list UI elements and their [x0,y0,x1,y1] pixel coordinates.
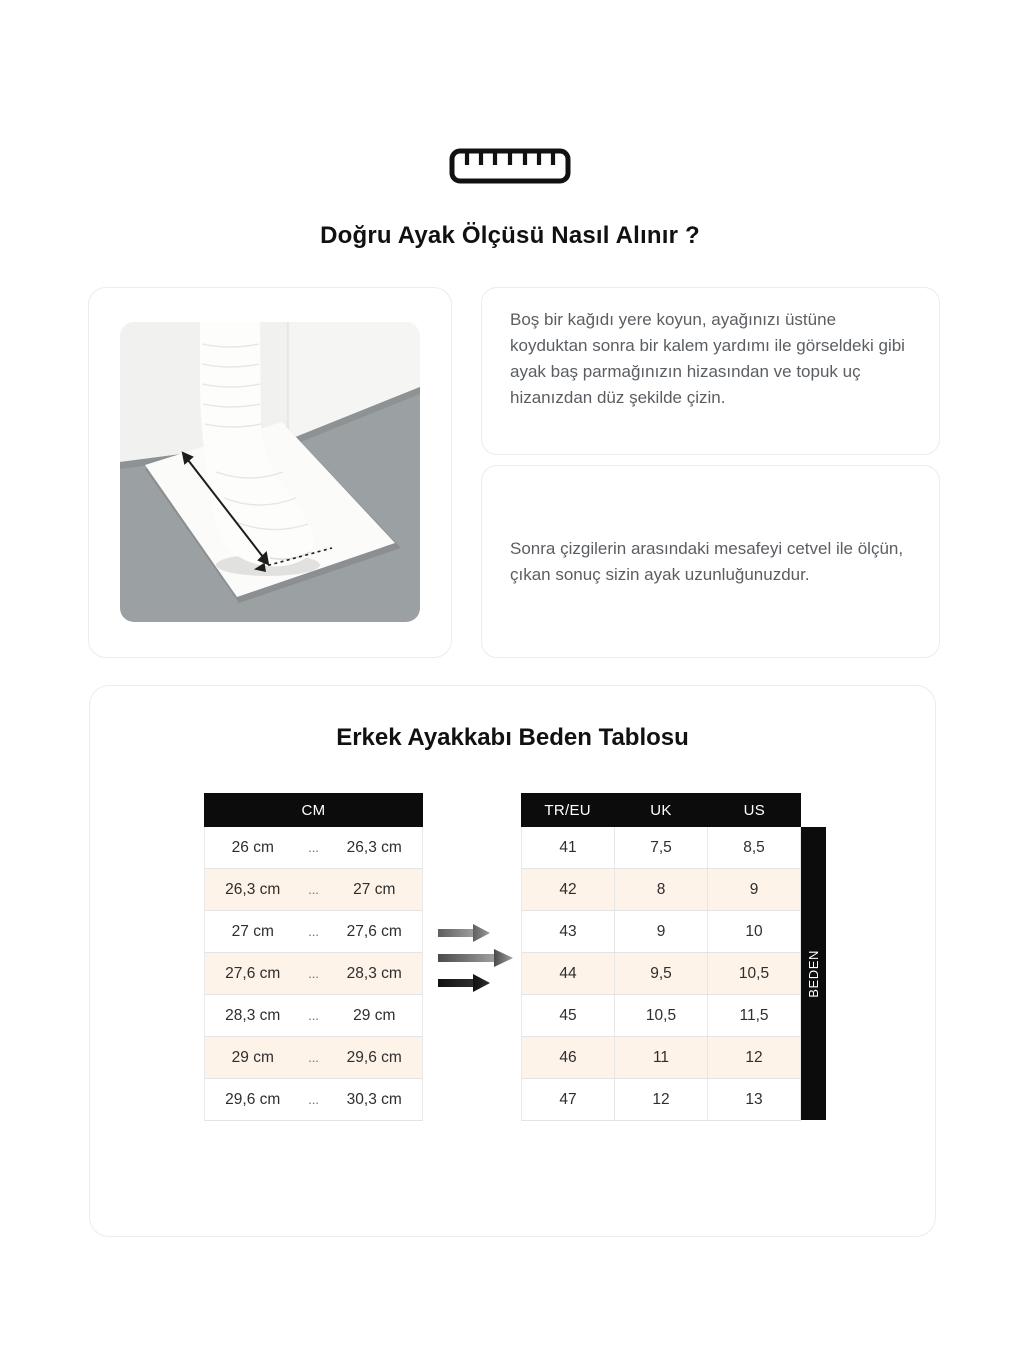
cm-to: 27 cm [353,880,396,898]
cell-treu: 47 [522,1079,615,1120]
cell-uk: 12 [615,1079,708,1120]
cell-us: 13 [708,1079,801,1120]
ruler-icon [0,148,1020,184]
instructions-row [88,287,940,658]
cm-to: 29 cm [353,1006,396,1024]
cell-uk: 11 [615,1037,708,1078]
instruction-step-2 [481,465,940,658]
cell-uk: 8 [615,869,708,910]
cell-us: 10 [708,911,801,952]
cm-from: 28,3 cm [225,1006,281,1024]
conversion-arrows-icon [437,922,515,994]
table-row [204,869,423,911]
shoe-size-table [521,793,801,1121]
table-row [204,1037,423,1079]
cm-range-table [204,793,423,1121]
cell-treu: 42 [522,869,615,910]
instruction-step-2-text: Sonra çizgilerin arasındaki mesafeyi cetvel ile ölçün, çıkan sonuç sizin ayak uzunluğunuzdur. [510,538,904,584]
table-row [204,827,423,869]
cm-from: 27 cm [231,922,274,940]
instruction-step-1 [481,287,940,455]
cell-uk: 10,5 [615,995,708,1036]
cell-us: 9 [708,869,801,910]
cm-table-rows [204,827,423,1121]
page-title: Doğru Ayak Ölçüsü Nasıl Alınır ? [320,222,700,249]
range-dots: ... [308,882,319,897]
cell-us: 8,5 [708,827,801,868]
table-row [204,911,423,953]
table-row [204,995,423,1037]
cell-treu: 46 [522,1037,615,1078]
range-dots: ... [308,924,319,939]
cm-from: 26,3 cm [225,880,281,898]
cell-treu: 44 [522,953,615,994]
range-dots: ... [308,840,319,855]
table-row [521,995,801,1037]
measurement-photo-card [88,287,452,658]
table-row [521,1079,801,1121]
cm-to: 27,6 cm [346,922,402,940]
cm-from: 27,6 cm [225,964,281,982]
beden-label: BEDEN [806,949,821,998]
range-dots: ... [308,1092,319,1107]
cm-from: 29 cm [231,1048,274,1066]
cell-uk: 9 [615,911,708,952]
col-header-uk: UK [650,801,672,819]
foot-measurement-photo [120,322,420,622]
shoe-size-table-header [521,793,801,827]
range-dots: ... [308,1050,319,1065]
table-row [521,1037,801,1079]
col-header-treu: TR/EU [544,801,591,819]
instruction-boxes [481,287,940,658]
beden-side-bar [801,827,826,1120]
size-table-title: Erkek Ayakkabı Beden Tablosu [336,724,689,751]
table-row [204,953,423,995]
cell-us: 10,5 [708,953,801,994]
cm-to: 28,3 cm [346,964,402,982]
col-header-us: US [743,801,766,819]
cell-us: 11,5 [708,995,801,1036]
table-row [521,911,801,953]
table-row [521,869,801,911]
cell-uk: 9,5 [615,953,708,994]
cm-to: 29,6 cm [346,1048,402,1066]
cell-treu: 41 [522,827,615,868]
table-row [521,827,801,869]
cm-to: 30,3 cm [346,1090,402,1108]
cell-uk: 7,5 [615,827,708,868]
cm-to: 26,3 cm [346,838,402,856]
cell-treu: 43 [522,911,615,952]
size-table-card [89,685,936,1237]
shoe-size-table-rows [521,827,801,1121]
table-row [521,953,801,995]
cm-from: 29,6 cm [225,1090,281,1108]
cm-from: 26 cm [231,838,274,856]
instruction-step-1-text: Boş bir kağıdı yere koyun, ayağınızı üstüne koyduktan sonra bir kalem yardımı ile görseldeki gibi ayak baş parmağınızın hizasından ve topuk uç hizanızdan düz şekilde çizin. [510,310,905,407]
cell-us: 12 [708,1037,801,1078]
cm-table-header: CM [204,793,423,827]
range-dots: ... [308,1008,319,1023]
range-dots: ... [308,966,319,981]
cell-treu: 45 [522,995,615,1036]
table-row [204,1079,423,1121]
